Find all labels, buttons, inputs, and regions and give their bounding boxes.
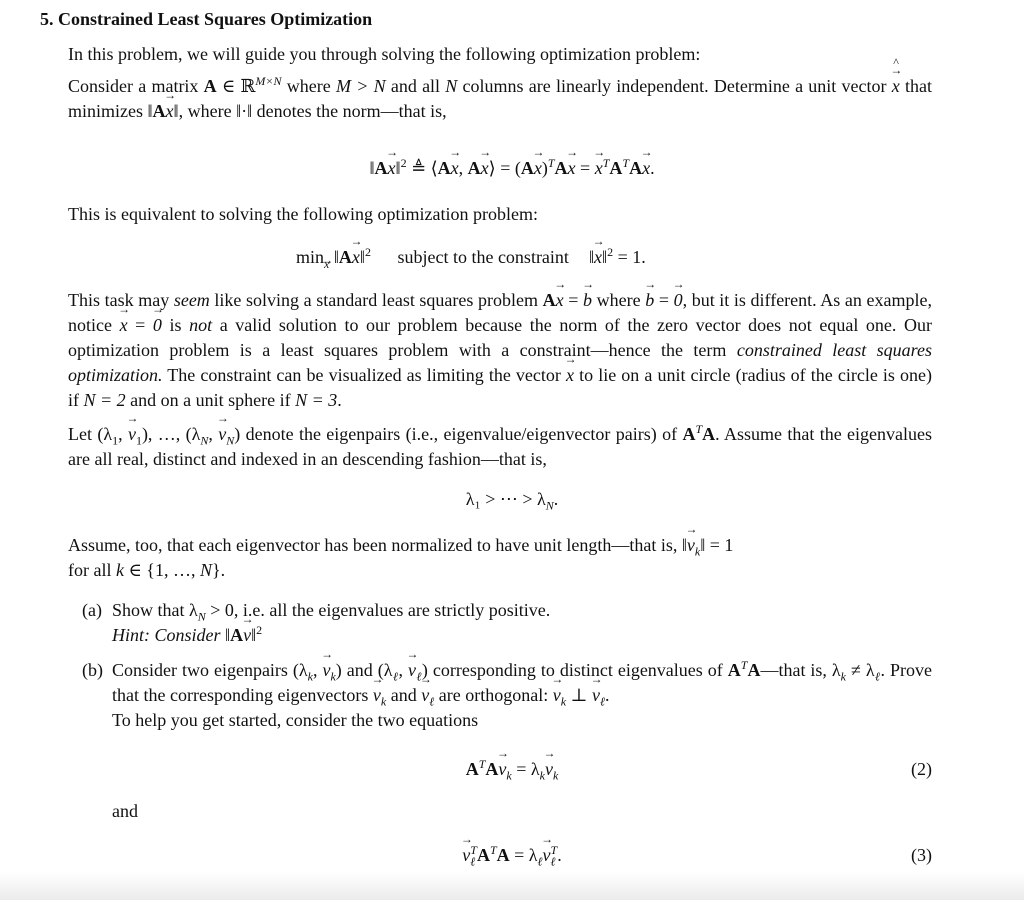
eigenvalue-order-equation: λ₁ > ⋯ > $\lambda_N$. <box>465 489 559 513</box>
assume-paragraph: Assume, too, that each eigenvector has been normalized to have unit length—that is, ‖v $\to_k‖ = 1$ for all k ∈ {1, …, N}. <box>68 533 932 583</box>
part-b-help: To help you get started, consider the two equations <box>112 710 479 730</box>
intro-text: In this problem, we will guide you through solving the following optimization problem: <box>68 44 701 64</box>
part-a: (a) Show that $\lambda_N > 0$, i.e. all the eigenvalues are strictly positive. Hint: Consider ‖Av →‖$^2$ <box>82 598 932 658</box>
norm-definition-equation: ‖Ax →‖$^2$ ≜ ⟨Ax →, Ax →⟩ = $(Ax \to)^TAx$ → = $x \to^TA^TAx$ →. <box>0 156 1024 181</box>
part-a-label: (a) <box>82 600 102 620</box>
eigenpairs-paragraph: Let ($\lambda_1$, $v \to_1$), …, ($\lambda_N$, $v \to_N$) denote the eigenpairs (i.e., eigenvalue/eigenvector pairs) of $A^TA$. Assume that the eigenvalues are all real, distinct and indexed in an descending fashion—that is, <box>68 422 932 472</box>
equivalent-text: This is equivalent to solving the following optimization problem: <box>68 204 538 224</box>
equation-2: $A^TAv \to_k = \lambda_kv \to_k$ <box>0 757 1024 782</box>
problem-title: 5. Constrained Least Squares Optimization <box>40 9 373 29</box>
task-paragraph: This task may seem like solving a standard least squares problem Ax → = b → where b → = 0 →, but it is different. As an example, notice x → = 0 → is not a valid solution to our problem because the norm of the zero vector does not equal one. Our optimization problem is a least squares problem with a constraint—hence the term constrained least squares optimization. The constraint can be visualized as limiting the vector x → to lie on a unit circle (radius of the circle is one) if N = 2 and on a unit sphere if N = 3. <box>68 288 932 413</box>
consider-paragraph: Consider a matrix A ∈ ℝ$^{M\times N}$ where M > N and all N columns are linearly independent. Determine a unit vector ^ x → that minimizes ‖Ax →‖, where ‖·‖ denotes the norm—that is, <box>68 74 932 124</box>
equation-2-number: (2) <box>911 759 932 779</box>
page-bottom-shadow <box>0 872 1024 900</box>
part-b-label: (b) <box>82 660 103 680</box>
x-hat-symbol: ^ x → <box>892 74 900 99</box>
equation-3-number: (3) <box>911 845 932 865</box>
and-text: and <box>112 801 138 821</box>
equation-3: $v \to_\ell^TA^TA = \lambda_\ell v \to_\ell^T$. <box>0 843 1024 868</box>
part-b: (b) Consider two eigenpairs ($\lambda_k$, $v \to_k$) and ($\lambda_\ell$, $v \to_\ell$) corresponding to distinct eigenvalues of $A^TA—that$ is, $\lambda_k \ne \lambda_\ell$. Prove that the corresponding eigenvectors $v \to_k$ and $v \to_\ell$ are orthogonal: $v \to_k$ ⊥ $v \to_\ell$. To help you get started, consider the two equations <box>82 658 932 738</box>
minimization-equation: $\min_x$ ‖Ax →‖$^2$ subject to the constraint ‖x →‖$^2$ = 1. <box>296 245 646 270</box>
